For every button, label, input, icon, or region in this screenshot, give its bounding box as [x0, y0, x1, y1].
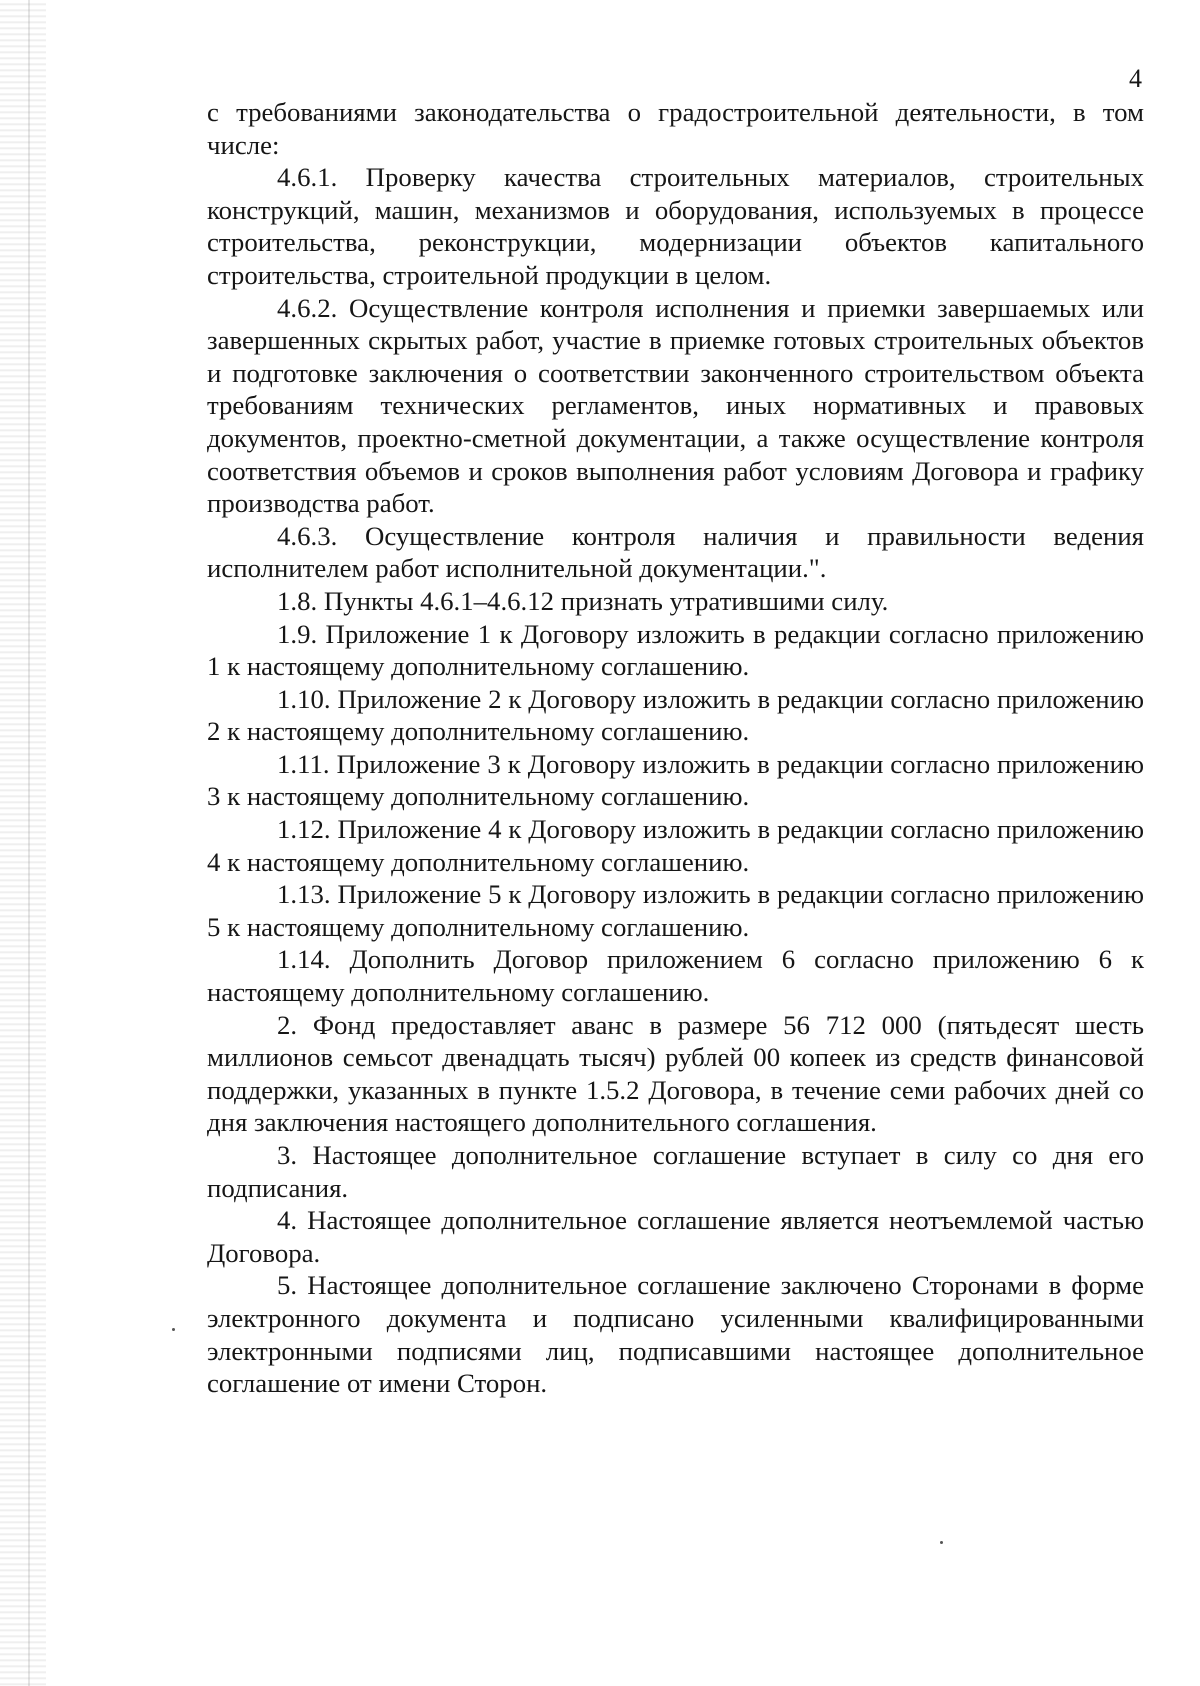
paragraph-1-8: 1.8. Пункты 4.6.1–4.6.12 признать утратившими силу. — [277, 585, 889, 616]
paragraph-3: 3. Настоящее дополнительное соглашение вступает в силу со дня его подписания. — [207, 1140, 1144, 1203]
paragraph-1-14: 1.14. Дополнить Договор приложением 6 согласно приложению 6 к настоящему дополнительному соглашению. — [207, 944, 1144, 1008]
paragraph-5: 5. Настоящее дополнительное соглашение заключено Сторонами в форме электронного документа и подписано усиленными квалифицированными электронными подписями лиц, подписавшими настоящее дополнительное соглашение от имени Сторон. — [207, 1270, 1144, 1399]
paragraph-4-6-2: 4.6.2. Осуществление контроля исполнения и приемки завершаемых или завершенных скрытых работ, участие в приемке готовых строительных объектов и подготовке заключения о соответствии законченного строительством объекта требованиям технических регламентов, иных нормативных и правовых документов, проектно-сметной документации, а также осуществление контроля соответствия объемов и сроков выполнения работ условиям Договора и графику производства работ. — [207, 292, 1144, 519]
paragraph-4-6-1: 4.6.1. Проверку качества строительных материалов, строительных конструкций, машин, механизмов и оборудования, используемых в процессе строительства, реконструкции, модернизации объектов капитального строительства, строительной продукции в целом. — [207, 162, 1144, 290]
paragraph-1-11: 1.11. Приложение 3 к Договору изложить в редакции согласно приложению 3 к настоящему дополнительному соглашению. — [207, 748, 1144, 812]
paragraph-1-10: 1.10. Приложение 2 к Договору изложить в редакции согласно приложению 2 к настоящему дополнительному соглашению. — [207, 683, 1144, 747]
page-number: 4 — [1129, 64, 1142, 93]
stray-mark-left — [172, 1328, 175, 1331]
paragraph-continuation: с требованиями законодательства о градостроительной деятельности, в том числе: — [207, 97, 1144, 160]
paragraph-1-13: 1.13. Приложение 5 к Договору изложить в редакции согласно приложению 5 к настоящему дополнительному соглашению. — [207, 879, 1144, 942]
paragraph-1-12: 1.12. Приложение 4 к Договору изложить в редакции согласно приложению 4 к настоящему дополнительному соглашению. — [207, 814, 1144, 877]
paragraph-2: 2. Фонд предоставляет аванс в размере 56 712 000 (пятьдесят шесть миллионов семьсот двенадцать тысяч) рублей 00 копеек из средств финансовой поддержки, указанных в пункте 1.5.2 Договора, в течение семи рабочих дней со дня заключения настоящего дополнительного соглашения. — [207, 1009, 1144, 1138]
paragraph-4: 4. Настоящее дополнительное соглашение является неотъемлемой частью Договора. — [207, 1205, 1144, 1268]
stray-mark-bottom — [940, 1541, 943, 1544]
paragraph-4-6-3: 4.6.3. Осуществление контроля наличия и правильности ведения исполнителем работ исполнительной документации.". — [207, 520, 1144, 584]
scan-edge — [0, 0, 46, 1686]
paragraph-1-9: 1.9. Приложение 1 к Договору изложить в редакции согласно приложению 1 к настоящему дополнительному соглашению. — [207, 618, 1144, 682]
document-body — [207, 96, 1144, 1400]
